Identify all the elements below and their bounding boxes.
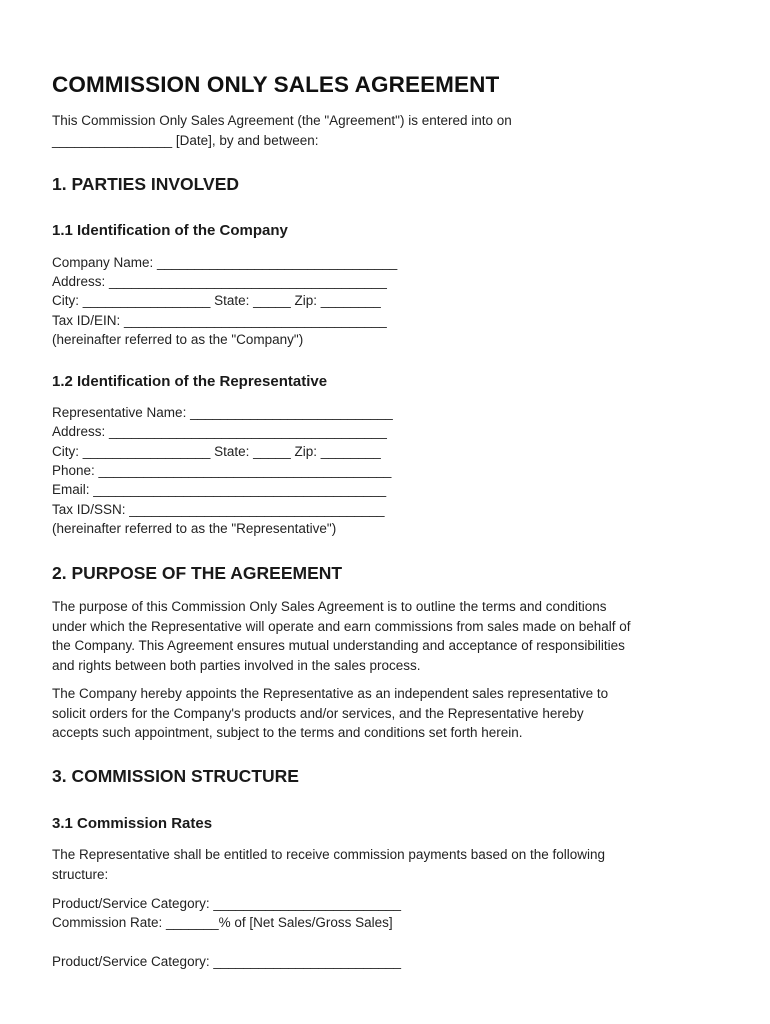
company-tax-id-field: Tax ID/EIN: ___________________________________ [52,313,387,328]
purpose-paragraph-line-2: under which the Representative will operate and earn commissions from sales made on behalf of [52,619,631,634]
company-name-field: Company Name: ________________________________ [52,255,398,270]
appointment-paragraph-line-2: solicit orders for the Company's products and/or services, and the Representative hereby [52,706,584,721]
representative-phone-field: Phone: _______________________________________ [52,463,392,478]
representative-reference-note: (hereinafter referred to as the "Representative") [52,521,337,536]
representative-address-field: Address: _____________________________________ [52,424,387,439]
purpose-paragraph-line-4: and rights between both parties involved in the sales process. [52,658,421,673]
intro-line-2: ________________ [Date], by and between: [52,133,319,148]
commission-rate-field: Commission Rate: _______% of [Net Sales/Gross Sales] [52,915,393,930]
purpose-paragraph-line-3: the Company. This Agreement ensures mutual understanding and acceptance of responsibilities [52,638,625,653]
company-address-field: Address: _____________________________________ [52,274,387,289]
commission-intro-line-2: structure: [52,867,109,882]
section-3-heading: 3. COMMISSION STRUCTURE [52,766,299,786]
representative-email-field: Email: _______________________________________ [52,482,387,497]
company-reference-note: (hereinafter referred to as the "Company") [52,332,304,347]
purpose-paragraph-line-1: The purpose of this Commission Only Sales Agreement is to outline the terms and conditions [52,599,607,614]
representative-city-state-zip-field: City: _________________ State: _____ Zip: ________ [52,444,381,459]
appointment-paragraph-line-1: The Company hereby appoints the Representative as an independent sales representative to [52,686,609,701]
intro-line-1: This Commission Only Sales Agreement (the "Agreement") is entered into on [52,113,512,128]
section-2-heading: 2. PURPOSE OF THE AGREEMENT [52,563,343,583]
section-1-heading: 1. PARTIES INVOLVED [52,174,240,194]
section-1-1-heading: 1.1 Identification of the Company [52,222,288,239]
section-3-1-heading: 3.1 Commission Rates [52,815,213,832]
commission-intro-line-1: The Representative shall be entitled to receive commission payments based on the following [52,847,606,862]
appointment-paragraph-line-3: accepts such appointment, subject to the terms and conditions set forth herein. [52,725,523,740]
company-city-state-zip-field: City: _________________ State: _____ Zip: ________ [52,293,381,308]
section-1-2-heading: 1.2 Identification of the Representative [52,373,328,390]
document-title: COMMISSION ONLY SALES AGREEMENT [52,72,500,97]
product-service-category-field: Product/Service Category: _________________________ [52,896,402,911]
product-service-category-field-2: Product/Service Category: _________________________ [52,954,402,969]
representative-name-field: Representative Name: ___________________________ [52,405,393,420]
representative-tax-id-field: Tax ID/SSN: __________________________________ [52,502,385,517]
